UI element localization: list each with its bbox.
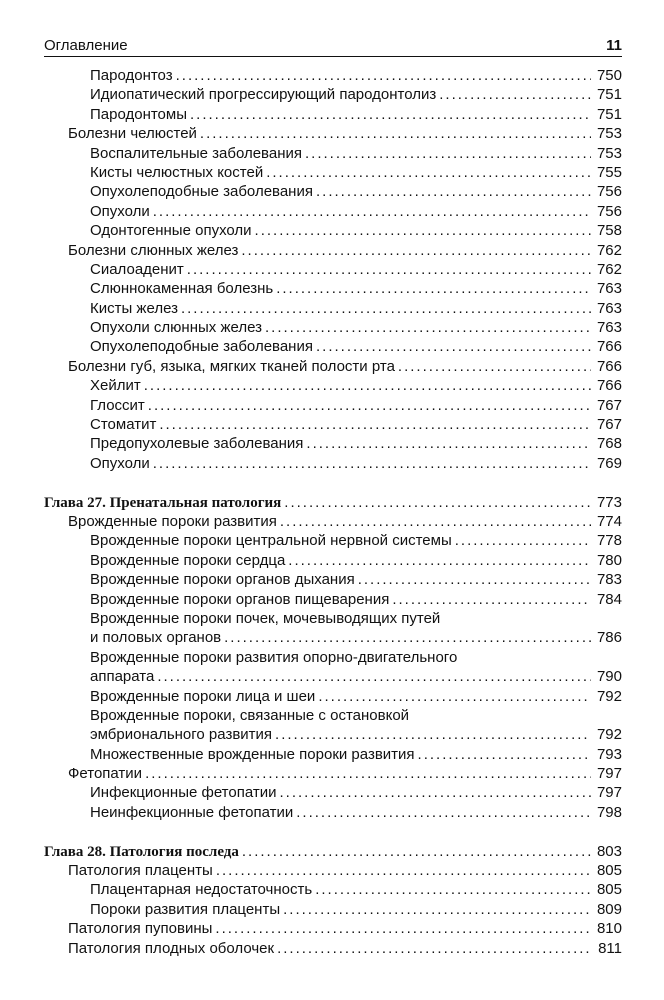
toc-entry-page: 792 — [596, 687, 622, 705]
leader-dots — [276, 279, 591, 298]
toc-entry-label: Врожденные пороки органов пищеварения — [90, 590, 390, 608]
toc-entry-page: 768 — [596, 435, 622, 453]
toc-entry-page: 755 — [596, 163, 622, 181]
toc-chapter-27[interactable] — [44, 493, 622, 512]
toc-entry[interactable] — [44, 628, 622, 647]
toc-entry-label: Предопухолевые заболевания — [90, 435, 304, 453]
leader-dots — [296, 803, 591, 822]
toc-entry[interactable] — [44, 764, 622, 783]
toc-entry-page: 763 — [596, 299, 622, 317]
leader-dots — [439, 85, 591, 104]
toc-entry-page: 778 — [596, 532, 622, 550]
toc-entry-label: Пародонтомы — [90, 105, 187, 123]
toc-entry-label: Врожденные пороки органов дыхания — [90, 571, 355, 589]
toc-entry-page: 750 — [596, 67, 622, 84]
toc-entry-label: Инфекционные фетопатии — [90, 784, 277, 802]
toc-entry-page: 753 — [596, 144, 622, 162]
toc-entry-page: 797 — [596, 784, 622, 802]
leader-dots — [358, 570, 591, 589]
toc-entry[interactable] — [44, 241, 622, 260]
leader-dots — [283, 900, 591, 919]
toc-entry[interactable] — [44, 783, 622, 802]
leader-dots — [392, 590, 591, 609]
leader-dots — [181, 299, 591, 318]
toc-entry[interactable] — [44, 803, 622, 822]
toc-entry[interactable] — [44, 337, 622, 356]
toc-entry-label: Врожденные пороки развития — [68, 512, 277, 530]
toc-entry-line[interactable]: Врожденные пороки почек, мочевыводящих путей — [90, 609, 441, 627]
leader-dots — [316, 182, 591, 201]
leader-dots — [318, 687, 591, 706]
toc-entry-page: 790 — [596, 668, 622, 686]
toc-entry-page: 810 — [596, 920, 622, 938]
toc-entry[interactable] — [44, 900, 622, 919]
toc-entry-page: 756 — [596, 202, 622, 220]
toc-entry-label: Патология пуповины — [68, 920, 213, 938]
toc-entry-page: 803 — [596, 842, 622, 860]
toc-entry[interactable] — [44, 299, 622, 318]
toc-entry-page: 774 — [596, 512, 622, 530]
toc-entry-label: Слюннокаменная болезнь — [90, 280, 274, 298]
section-gap — [44, 822, 622, 841]
leader-dots — [284, 493, 591, 512]
toc-entry[interactable] — [44, 434, 622, 453]
leader-dots — [280, 512, 591, 531]
toc-entry[interactable] — [44, 939, 622, 958]
leader-dots — [224, 628, 591, 647]
toc-entry-label: эмбрионального развития — [90, 726, 273, 744]
toc-entry-page: 784 — [596, 590, 622, 608]
toc-entry[interactable] — [44, 454, 622, 473]
toc-entry-page: 751 — [596, 86, 622, 104]
toc-entry-label: Кисты челюстных костей — [90, 163, 264, 181]
toc-entry-page: 793 — [596, 745, 622, 763]
toc-entry[interactable] — [44, 105, 622, 124]
toc-entry[interactable] — [44, 182, 622, 201]
toc-entry[interactable] — [44, 512, 622, 531]
toc-entry-page: 766 — [596, 338, 622, 356]
toc-entry[interactable] — [44, 667, 622, 686]
toc-entry[interactable] — [44, 318, 622, 337]
chapter-title: Глава 27. Пренатальная патология — [44, 494, 282, 511]
leader-dots — [255, 221, 591, 240]
toc-entry-page: 753 — [596, 125, 622, 143]
header-title: Оглавление — [44, 37, 128, 54]
table-of-contents — [44, 66, 622, 958]
toc-entry-label: и половых органов — [90, 629, 222, 647]
toc-entry-label: Опухоли слюнных желез — [90, 319, 262, 337]
leader-dots — [265, 318, 591, 337]
toc-entry-page: 751 — [596, 105, 622, 123]
toc-chapter-28[interactable] — [44, 842, 622, 861]
toc-entry-label: Кисты желез — [90, 299, 178, 317]
toc-entry-label: Болезни челюстей — [68, 125, 197, 143]
toc-entry-label: Врожденные пороки лица и шеи — [90, 687, 316, 705]
toc-entry-label: Пороки развития плаценты — [90, 900, 281, 918]
leader-dots — [153, 454, 591, 473]
toc-entry[interactable] — [44, 919, 622, 938]
toc-entry-label: Плацентарная недостаточность — [90, 881, 313, 899]
toc-entry-page: 811 — [598, 939, 622, 957]
toc-entry-label: Неинфекционные фетопатии — [90, 803, 294, 821]
toc-entry-label: Глоссит — [90, 396, 145, 414]
leader-dots — [144, 376, 591, 395]
leader-dots — [242, 842, 591, 861]
toc-entry[interactable] — [44, 279, 622, 298]
toc-entry-label: Сиалоаденит — [90, 260, 184, 278]
toc-entry-label: Патология плодных оболочек — [68, 939, 275, 957]
toc-entry-label: Пародонтоз — [90, 67, 173, 84]
leader-dots — [216, 861, 591, 880]
toc-entry-label: Врожденные пороки центральной нервной системы — [90, 532, 452, 550]
toc-entry-page: 805 — [596, 862, 622, 880]
toc-entry-page: 767 — [596, 396, 622, 414]
toc-entry-page: 773 — [596, 493, 622, 511]
toc-entry[interactable] — [44, 221, 622, 240]
toc-entry-line[interactable]: Врожденные пороки развития опорно-двигательного — [90, 648, 458, 666]
toc-entry[interactable] — [44, 745, 622, 764]
toc-entry[interactable] — [44, 144, 622, 163]
toc-entry[interactable] — [44, 880, 622, 899]
leader-dots — [275, 725, 591, 744]
toc-entry[interactable] — [44, 66, 622, 85]
leader-dots — [159, 415, 591, 434]
leader-dots — [148, 396, 591, 415]
toc-entry[interactable] — [44, 124, 622, 143]
toc-entry-label: Опухоли — [90, 454, 150, 472]
header-page-number: 11 — [606, 37, 622, 54]
toc-entry[interactable] — [44, 415, 622, 434]
toc-entry-page: 762 — [596, 260, 622, 278]
toc-entry-label: Опухоли — [90, 202, 150, 220]
toc-entry-page: 809 — [596, 900, 622, 918]
leader-dots — [398, 357, 591, 376]
leader-dots — [266, 163, 591, 182]
toc-entry-page: 763 — [596, 319, 622, 337]
toc-entry[interactable] — [44, 376, 622, 395]
toc-entry[interactable] — [44, 260, 622, 279]
leader-dots — [241, 241, 591, 260]
toc-entry[interactable] — [44, 725, 622, 744]
leader-dots — [187, 260, 591, 279]
toc-entry[interactable] — [44, 687, 622, 706]
leader-dots — [418, 745, 591, 764]
leader-dots — [288, 551, 591, 570]
toc-entry-page: 786 — [596, 629, 622, 647]
toc-entry[interactable] — [44, 163, 622, 182]
leader-dots — [305, 144, 591, 163]
leader-dots — [316, 337, 591, 356]
leader-dots — [455, 531, 591, 550]
toc-entry[interactable] — [44, 861, 622, 880]
toc-entry-label: Воспалительные заболевания — [90, 144, 302, 162]
toc-entry-page: 762 — [596, 241, 622, 259]
leader-dots — [315, 880, 591, 899]
toc-entry[interactable] — [44, 531, 622, 550]
toc-entry-label: Опухолеподобные заболевания — [90, 183, 313, 201]
toc-entry-label: Опухолеподобные заболевания — [90, 338, 313, 356]
toc-entry-page: 798 — [596, 803, 622, 821]
toc-entry[interactable] — [44, 396, 622, 415]
toc-entry[interactable] — [44, 570, 622, 589]
leader-dots — [153, 202, 591, 221]
leader-dots — [277, 939, 591, 958]
toc-entry[interactable] — [44, 85, 622, 104]
leader-dots — [190, 105, 591, 124]
toc-entry[interactable] — [44, 551, 622, 570]
leader-dots — [176, 66, 591, 85]
toc-entry-label: Одонтогенные опухоли — [90, 222, 252, 240]
toc-entry-label: Патология плаценты — [68, 862, 213, 880]
toc-entry-page: 758 — [596, 222, 622, 240]
toc-entry[interactable] — [44, 590, 622, 609]
toc-entry-label: Идиопатический прогрессирующий пародонтолиз — [90, 86, 437, 104]
toc-entry-label: Болезни слюнных желез — [68, 241, 239, 259]
toc-entry-page: 766 — [596, 357, 622, 375]
leader-dots — [279, 783, 591, 802]
toc-entry-page: 766 — [596, 377, 622, 395]
running-header — [44, 34, 622, 57]
leader-dots — [215, 919, 591, 938]
toc-entry-label: аппарата — [90, 668, 155, 686]
toc-entry-page: 769 — [596, 454, 622, 472]
toc-entry-label: Стоматит — [90, 416, 157, 434]
leader-dots — [145, 764, 591, 783]
toc-entry-page: 767 — [596, 416, 622, 434]
toc-entry-line[interactable]: Врожденные пороки, связанные с остановкой — [90, 706, 410, 724]
toc-entry-page: 797 — [596, 765, 622, 783]
leader-dots — [306, 434, 591, 453]
toc-entry[interactable] — [44, 202, 622, 221]
toc-entry-label: Болезни губ, языка, мягких тканей полости рта — [68, 357, 395, 375]
chapter-title: Глава 28. Патология последа — [44, 843, 239, 860]
toc-entry-page: 780 — [596, 551, 622, 569]
toc-entry[interactable] — [44, 357, 622, 376]
section-gap — [44, 473, 622, 492]
toc-entry-page: 783 — [596, 571, 622, 589]
leader-dots — [200, 124, 591, 143]
toc-entry-label: Врожденные пороки сердца — [90, 551, 286, 569]
toc-entry-label: Хейлит — [90, 377, 141, 395]
toc-entry-label: Множественные врожденные пороки развития — [90, 745, 415, 763]
toc-entry-label: Фетопатии — [68, 765, 143, 783]
toc-entry-page: 805 — [596, 881, 622, 899]
toc-entry-page: 756 — [596, 183, 622, 201]
toc-entry-page: 763 — [596, 280, 622, 298]
toc-entry-page: 792 — [596, 726, 622, 744]
leader-dots — [157, 667, 591, 686]
